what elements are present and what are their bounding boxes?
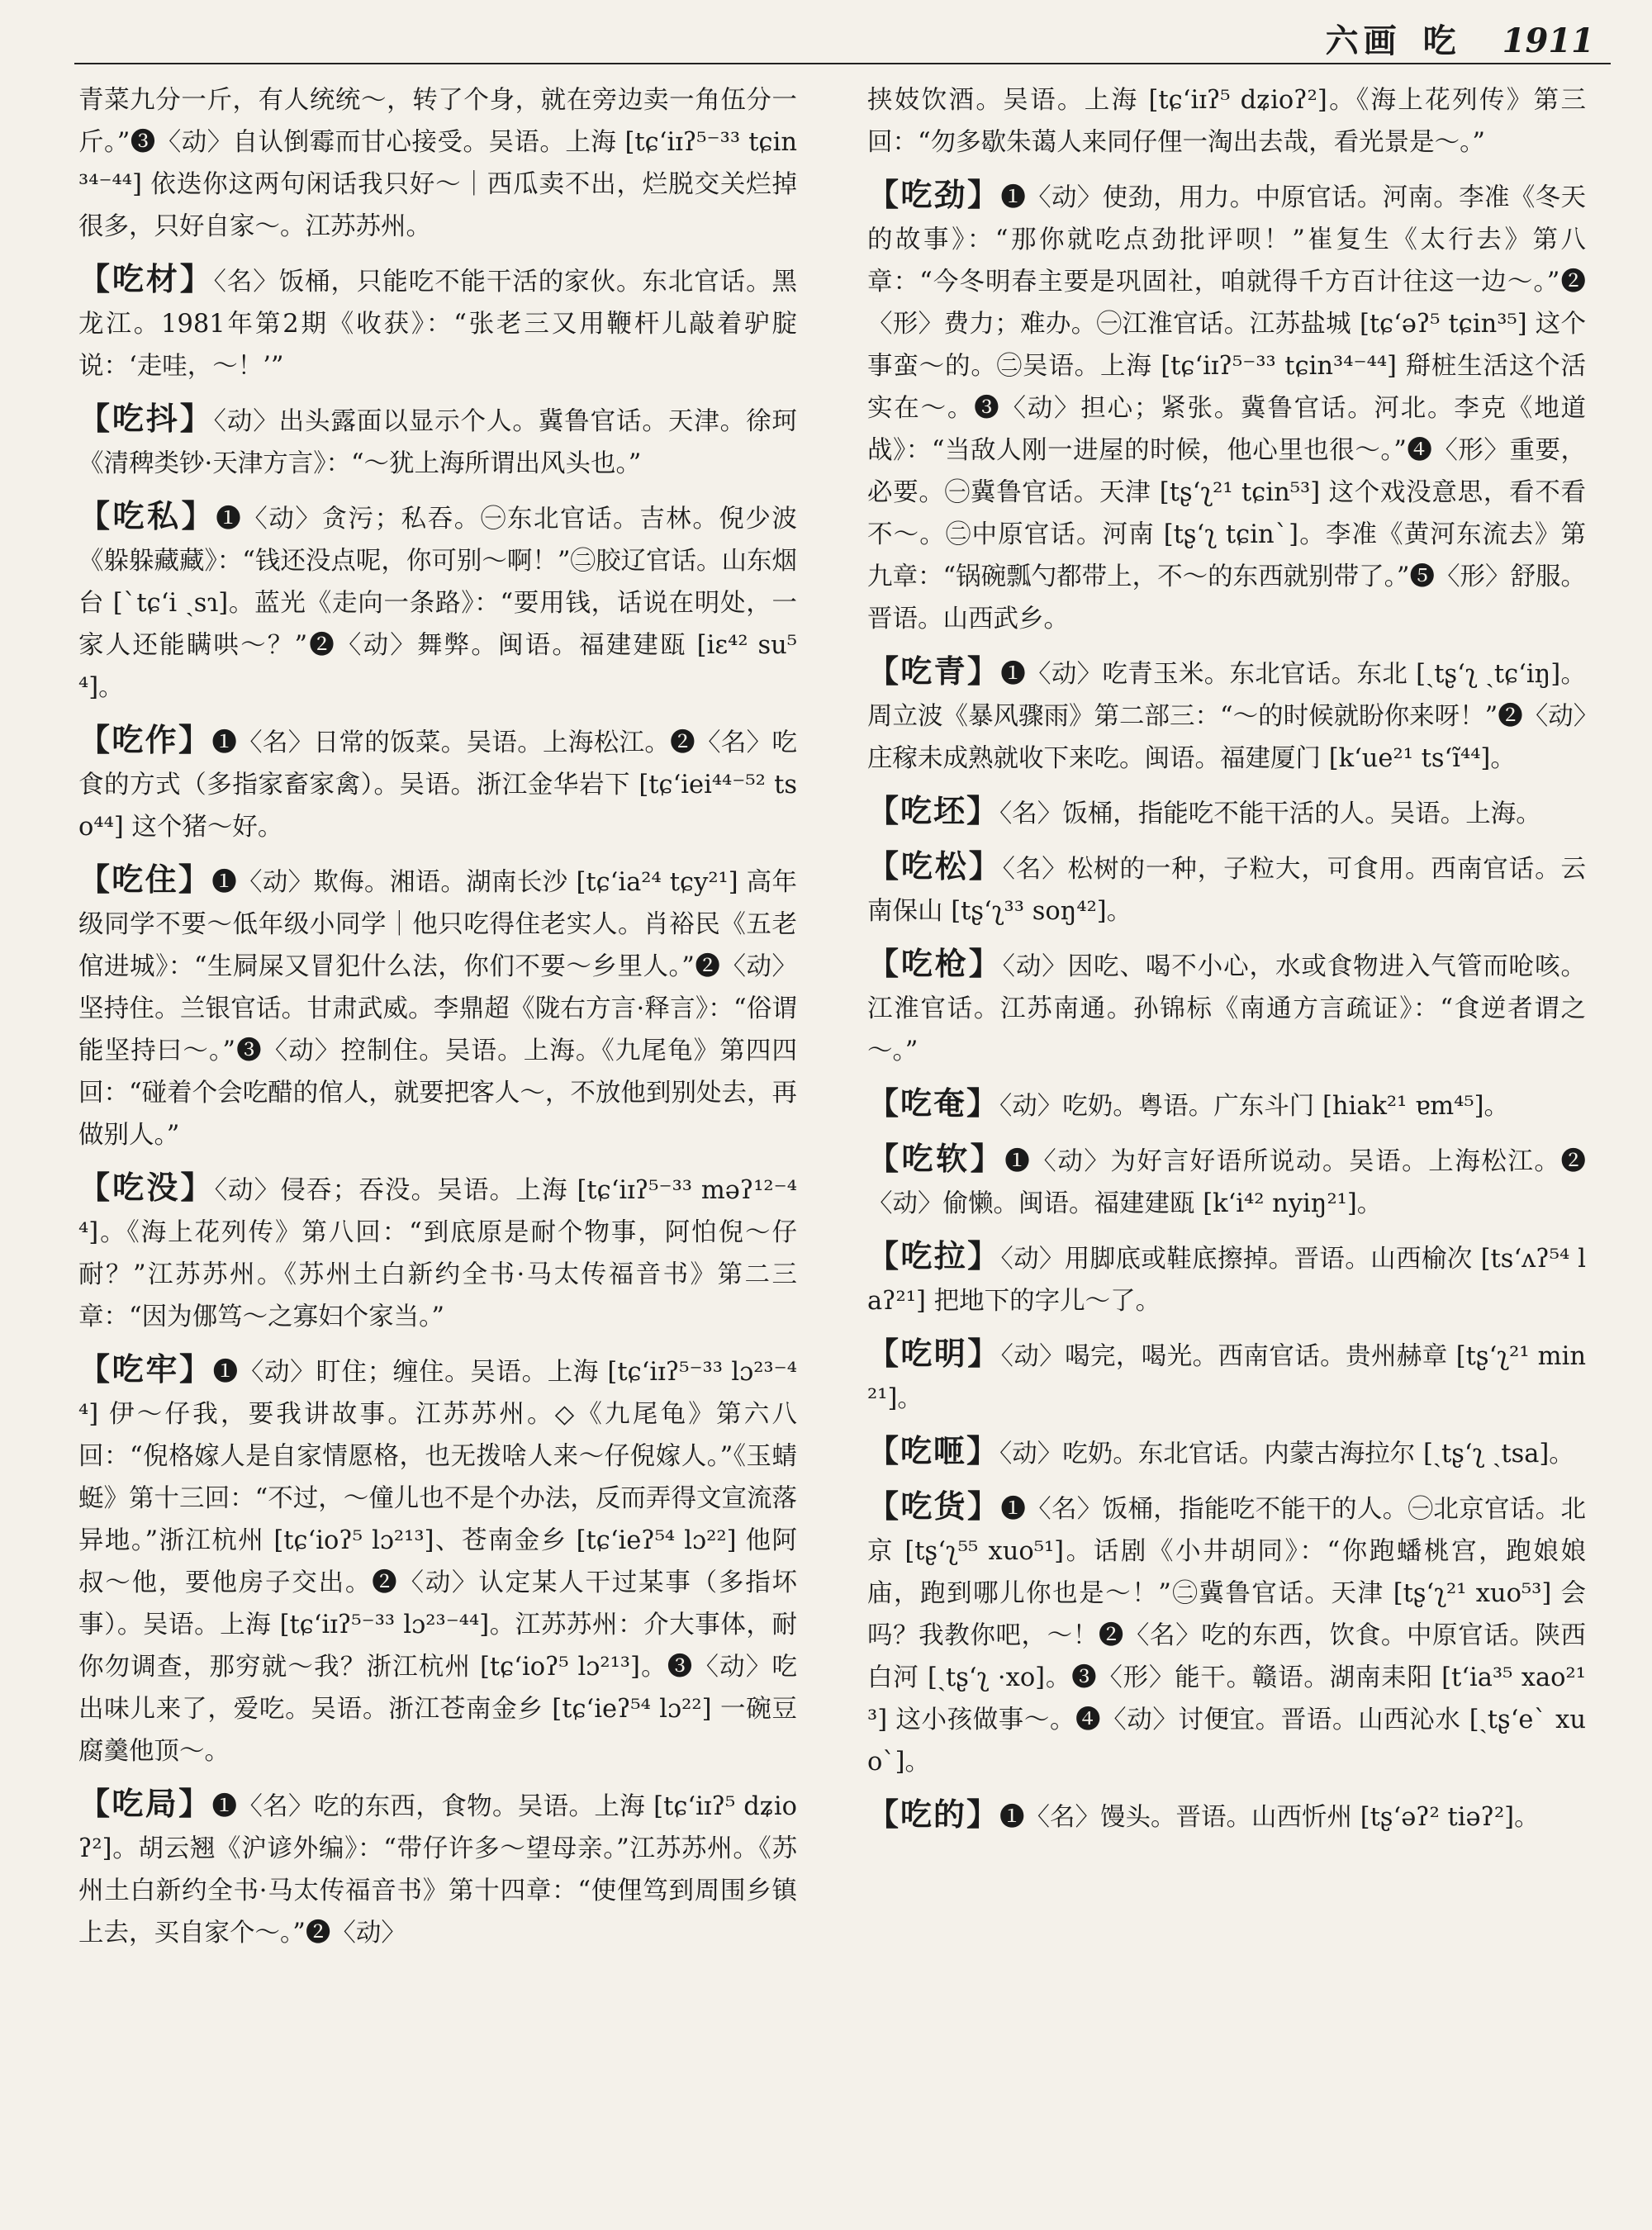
entry-headword: 【吃拉】 [867, 1237, 1001, 1274]
entry [867, 1332, 1586, 1420]
entry [867, 845, 1586, 932]
entry-headword: 【吃局】 [78, 1785, 212, 1822]
entry-headword: 【吃材】 [78, 260, 214, 297]
entry [867, 1430, 1586, 1475]
entry [78, 495, 797, 709]
right-column [867, 76, 1586, 1848]
entry-headword: 【吃的】 [867, 1796, 1000, 1833]
entry-headword: 【吃没】 [78, 1169, 215, 1206]
entry [867, 942, 1586, 1072]
entry-body: ❶〈动〉吃青玉米。东北官话。东北 [ˏtʂʻʅ ˏtɕʻiŋ]。周立波《暴风骤雨》第二部三：“～的时候就盼你来呀！”❷〈动〉庄稼未成熟就收下来吃。闽语。福建厦门 [kʻue²¹ tsʻĩ⁴⁴]。 [867, 660, 1586, 773]
left-column [78, 76, 797, 1964]
entry [78, 76, 797, 248]
entry-body: ❶〈名〉吃的东西，食物。吴语。上海 [tɕʻiɪʔ⁵ dʑioʔ²]。胡云翘《沪谚外编》：“带仔许多～望母亲。”江苏苏州。《苏州土白新约全书·马太传福音书》第十四章：“使俚笃到周围乡镇上去，买自家个～。”❷〈动〉 [78, 1792, 797, 1948]
entry-body: 〈动〉用脚底或鞋底擦掉。晋语。山西榆次 [tsʻʌʔ⁵⁴ laʔ²¹] 把地下的字儿～了。 [867, 1245, 1586, 1316]
entry-body: 〈名〉饭桶，指能吃不能干活的人。吴语。上海。 [999, 799, 1541, 828]
entry-body: 〈动〉吃奶。东北官话。内蒙古海拉尔 [ˏtʂʻʅ ˏtsa]。 [999, 1440, 1574, 1468]
entry-body: 〈名〉松树的一种，子粒大，可食用。西南官话。云南保山 [tʂʻʅ³³ soŋ⁴²]。 [867, 855, 1586, 926]
entry-body: ❶〈动〉贪污；私吞。㊀东北官话。吉林。倪少波《躲躲藏藏》：“钱还没点呢，你可别～啊！”㊁胶辽官话。山东烟台 [ˋtɕʻi ˏsɿ]。蓝光《走向一条路》：“要用钱，话说在明处，一家人还能瞒哄～？”❷〈动〉舞弊。闽语。福建建瓯 [iɛ⁴² su⁵⁴]。 [78, 505, 797, 702]
entry-body: 〈动〉侵吞；吞没。吴语。上海 [tɕʻiɪʔ⁵⁻³³ məʔ¹²⁻⁴⁴]。《海上花列传》第八回：“到底原是耐个物事，阿怕倪～仔耐？”江苏苏州。《苏州土白新约全书·马太传福音书》第二三章：“因为㑚笃～之寡妇个家当。” [78, 1176, 797, 1331]
entry [867, 650, 1586, 780]
entry-headword: 【吃青】 [867, 652, 1001, 690]
entry-headword: 【吃明】 [867, 1335, 1001, 1372]
header-character: 吃 [1422, 21, 1456, 60]
entry-headword: 【吃住】 [78, 861, 212, 898]
entry-headword: 【吃坯】 [867, 792, 1000, 829]
entry [867, 1082, 1586, 1127]
entry-headword: 【吃软】 [867, 1140, 1005, 1177]
entry-body: 〈动〉出头露面以显示个人。冀鲁官话。天津。徐珂《清稗类钞·天津方言》：“～犹上海所谓出风头也。” [78, 407, 797, 478]
entry-body: ❶〈动〉盯住；缠住。吴语。上海 [tɕʻiɪʔ⁵⁻³³ lɔ²³⁻⁴⁴] 伊～仔我，要我讲故事。江苏苏州。◇《九尾龟》第六八回：“倪格嫁人是自家情愿格，也无拨啥人来～仔倪嫁人。”《玉蜻蜓》第十三回：“不过，～僮儿也不是个办法，反而弄得文宣流落异地。”浙江杭州 [tɕʻioʔ⁵ lɔ²¹³]、苍南金乡 [tɕʻieʔ⁵⁴ lɔ²²] 他阿叔～他，要他房子交出。❷〈动〉认定某人干过某事（多指坏事）。吴语。上海 [tɕʻiɪʔ⁵⁻³³ lɔ²³⁻⁴⁴]。江苏苏州：介大事体，耐你勿调查，那穷就～我？浙江杭州 [tɕʻioʔ⁵ lɔ²¹³]。❸〈动〉吃出味儿来了，爱吃。吴语。浙江苍南金乡 [tɕʻieʔ⁵⁴ lɔ²²] 一碗豆腐羹他顶～。 [78, 1358, 797, 1766]
entry-body: ❶〈动〉为好言好语所说动。吴语。上海松江。❷〈动〉偷懒。闽语。福建建瓯 [kʻi⁴² nyiŋ²¹]。 [867, 1147, 1586, 1218]
entry-body: ❶〈名〉日常的饭菜。吴语。上海松江。❷〈名〉吃食的方式（多指家畜家禽）。吴语。浙江金华岩下 [tɕʻiei⁴⁴⁻⁵² tso⁴⁴] 这个猪～好。 [78, 728, 797, 842]
entry-headword: 【吃货】 [867, 1487, 1001, 1525]
entry-headword: 【吃咂】 [867, 1432, 1000, 1469]
running-header [892, 15, 1594, 64]
entry-headword: 【吃私】 [78, 497, 216, 534]
entry [867, 1485, 1586, 1783]
entry-body: 〈动〉喝完，喝光。西南官话。贵州赫章 [tʂʻʅ²¹ min²¹]。 [867, 1342, 1586, 1413]
page-number: 1911 [1502, 21, 1594, 60]
header-rule [74, 63, 1611, 64]
entry-headword: 【吃松】 [867, 847, 1003, 885]
entry [78, 1348, 797, 1772]
entry [867, 790, 1586, 835]
entry [78, 858, 797, 1156]
entry-body: 〈名〉饭桶，只能吃不能干活的家伙。东北官话。黑龙江。1981年第2期《收获》：“张老三又用鞭杆儿敲着驴腚说：‘走哇，～！’” [78, 268, 797, 381]
entry [867, 1793, 1586, 1839]
entry-headword: 【吃作】 [78, 721, 212, 758]
entry [78, 258, 797, 387]
entry [867, 173, 1586, 640]
entry [867, 76, 1586, 164]
entry-body: 〈动〉因吃、喝不小心，水或食物进入气管而呛咳。江淮官话。江苏南通。孙锦标《南通方言疏证》：“食逆者谓之～。” [867, 952, 1586, 1065]
entry [78, 397, 797, 485]
entry [867, 1235, 1586, 1322]
entry [78, 719, 797, 848]
entry-body: ❶〈动〉使劲，用力。中原官话。河南。李准《冬天的故事》：“那你就吃点劲批评呗！”崔复生《太行去》第八章：“今冬明春主要是巩固社，咱就得千方百计往这一边～。”❷〈形〉费力；难办。㊀江淮官话。江苏盐城 [tɕʻəʔ⁵ tɕin³⁵] 这个事蛮～的。㊁吴语。上海 [tɕʻiɪʔ⁵⁻³³ tɕin³⁴⁻⁴⁴] 搿桩生活这个活实在～。❸〈动〉担心；紧张。冀鲁官话。河北。李克《地道战》：“当敌人刚一进屋的时候，他心里也很～。”❹〈形〉重要，必要。㊀冀鲁官话。天津 [tʂʻʅ²¹ tɕin⁵³] 这个戏没意思，看不看不～。㊁中原官话。河南 [tʂʻʅ tɕinˋ]。李准《黄河东流去》第九章：“锅碗瓢勺都带上，不～的东西就别带了。”❺〈形〉舒服。晋语。山西武乡。 [867, 183, 1586, 633]
entry-headword: 【吃抖】 [78, 400, 214, 437]
entry-body: ❶〈名〉饭桶，指能吃不能干的人。㊀北京官话。北京 [tʂʻʅ⁵⁵ xuo⁵¹]。话剧《小井胡同》：“你跑蟠桃宫，跑娘娘庙，跑到哪儿你也是～！”㊁冀鲁官话。天津 [tʂʻʅ²¹ xuo⁵³] 会吗？我教你吧，～！❷〈名〉吃的东西，饮食。中原官话。陕西白河 [ˏtʂʻʅ ·xo]。❸〈形〉能干。赣语。湖南耒阳 [tʻia³⁵ xao²¹³] 这小孩做事～。❹〈动〉讨便宜。晋语。山西沁水 [ˏtʂʻeˋ xuoˋ]。 [867, 1495, 1586, 1777]
header-section: 六画 [1325, 21, 1402, 60]
entry-body: ❶〈动〉欺侮。湘语。湖南长沙 [tɕʻia²⁴ tɕy²¹] 高年级同学不要～低年级小同学｜他只吃得住老实人。肖裕民《五老倌进城》：“生屙屎又冒犯什么法，你们不要～乡里人。”❷〈动〉坚持住。兰银官话。甘肃武威。李鼎超《陇右方言·释言》：“俗谓能坚持曰～。”❸〈动〉控制住。吴语。上海。《九尾龟》第四四回：“碰着个会吃醋的倌人，就要把客人～，不放他到别处去，再做别人。” [78, 868, 797, 1150]
entry-headword: 【吃枪】 [867, 945, 1003, 982]
entry-headword: 【吃奄】 [867, 1084, 1000, 1122]
entry [78, 1166, 797, 1338]
entry-headword: 【吃劲】 [867, 176, 1001, 213]
entry-headword: 【吃牢】 [78, 1350, 213, 1388]
entry-body: ❶〈名〉馒头。晋语。山西忻州 [tʂʻəʔ² tiəʔ²]。 [999, 1803, 1540, 1832]
entry [867, 1137, 1586, 1225]
entry-body: 青菜九分一斤，有人统统～，转了个身，就在旁边卖一角伍分一斤。”❸〈动〉自认倒霉而甘心接受。吴语。上海 [tɕʻiɪʔ⁵⁻³³ tɕin³⁴⁻⁴⁴] 依迭你这两句闲话我只好～｜西瓜卖不出，烂脱交关烂掉很多，只好自家～。江苏苏州。 [78, 86, 797, 241]
entry [78, 1782, 797, 1954]
entry-body: 〈动〉吃奶。粤语。广东斗门 [hiak²¹ ɐm⁴⁵]。 [999, 1092, 1510, 1121]
entry-body: 挟妓饮酒。吴语。上海 [tɕʻiɪʔ⁵ dʑioʔ²]。《海上花列传》第三回：“勿多歇朱蔼人来同仔俚一淘出去哉，看光景是～。” [867, 86, 1586, 157]
